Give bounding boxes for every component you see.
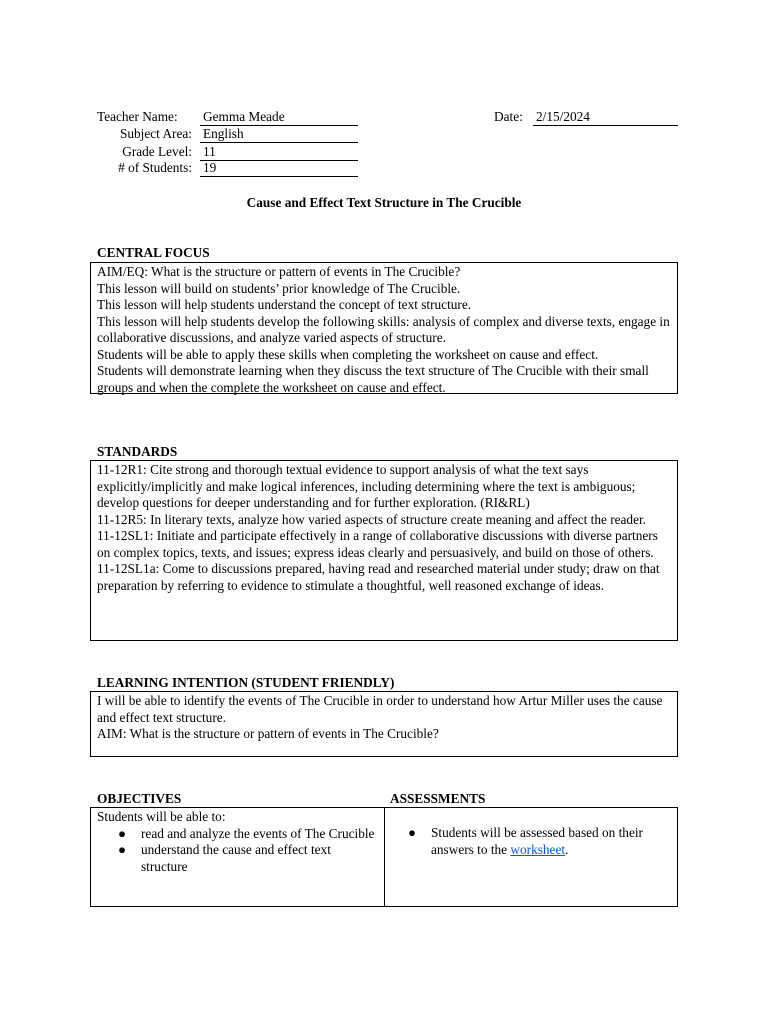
standard-item: 11-12SL1: Initiate and participate effectively in a range of collaborative discussions with diverse partners on complex topics, texts, and issues; express ideas clearly and persuasively, and build on those of others. xyxy=(97,528,658,560)
standard-item: 11-12R5: In literary texts, analyze how varied aspects of structure create meaning and affect the reader. xyxy=(97,511,646,527)
objectives-assessments-table xyxy=(90,807,678,907)
central-focus-heading: CENTRAL FOCUS xyxy=(97,245,210,260)
list-item xyxy=(118,842,378,875)
standards-heading: STANDARDS xyxy=(97,444,178,459)
assessments-list xyxy=(407,825,665,858)
grade-level-value: 11 xyxy=(200,144,358,161)
learning-intention-line: I will be able to identify the events of The Crucible in order to understand how Artur Miller uses the cause and effect text structure. xyxy=(97,693,663,725)
central-focus-line: This lesson will help students develop the following skills: analysis of complex and diverse texts, engage in collaborative discussions, and analyze varied aspects of structure. xyxy=(97,313,670,345)
subject-area-label: Subject Area: xyxy=(119,126,192,141)
standard-item: 11-12SL1a: Come to discussions prepared, having read and researched material under study; draw on that preparation by referring to evidence to stimulate a thoughtful, well reasoned exchange of ideas. xyxy=(97,561,660,593)
central-focus-line: Students will demonstrate learning when they discuss the text structure of The Crucible with their small groups and when the complete the worksheet on cause and effect. xyxy=(97,363,649,395)
objective-text: read and analyze the events of The Crucible xyxy=(141,825,375,841)
teacher-name-value: Gemma Meade xyxy=(200,109,358,126)
objectives-list xyxy=(97,826,378,876)
teacher-name-label: Teacher Name: xyxy=(97,109,178,124)
central-focus-line: This lesson will build on students’ prior knowledge of The Crucible. xyxy=(97,280,461,296)
assessment-text: Students will be assessed based on their answers to the xyxy=(431,825,643,857)
date-value: 2/15/2024 xyxy=(533,109,678,126)
objective-text: understand the cause and effect text structure xyxy=(141,842,331,874)
learning-intention-box xyxy=(90,691,678,757)
central-focus-line: AIM/EQ: What is the structure or pattern of events in The Crucible? xyxy=(97,264,461,279)
learning-intention-heading: LEARNING INTENTION (STUDENT FRIENDLY) xyxy=(97,675,395,690)
standard-item: 11-12R1: Cite strong and thorough textual evidence to support analysis of what the text says explicitly/implicitly and make logical inferences, including determining where the text is ambiguous; develop questions for deeper understanding and for further exploration. (RI&RL) xyxy=(97,462,636,510)
lesson-title: Cause and Effect Text Structure in The Crucible xyxy=(246,195,522,210)
students-count-label: # of Students: xyxy=(118,160,192,175)
grade-level-label: Grade Level: xyxy=(122,144,192,159)
assessments-heading: ASSESSMENTS xyxy=(390,791,486,806)
central-focus-line: Students will be able to apply these skills when completing the worksheet on cause and effect. xyxy=(97,346,599,362)
standards-box xyxy=(90,460,678,641)
bullet-icon: ● xyxy=(118,825,127,841)
objectives-cell xyxy=(91,808,385,906)
list-item xyxy=(408,825,665,858)
objectives-heading: OBJECTIVES xyxy=(97,791,182,806)
bullet-icon: ● xyxy=(118,842,127,857)
central-focus-box xyxy=(90,262,678,394)
list-item xyxy=(118,825,378,843)
assessment-text-end: . xyxy=(565,841,569,857)
central-focus-line: This lesson will help students understand the concept of text structure. xyxy=(97,297,472,312)
bullet-icon: ● xyxy=(408,825,417,840)
subject-area-value: English xyxy=(200,126,358,143)
learning-intention-line: AIM: What is the structure or pattern of events in The Crucible? xyxy=(97,726,439,741)
worksheet-link[interactable]: worksheet xyxy=(510,841,566,857)
date-label: Date: xyxy=(494,109,523,124)
students-count-value: 19 xyxy=(200,160,358,177)
assessments-cell xyxy=(385,808,677,906)
objectives-intro: Students will be able to: xyxy=(97,809,226,824)
